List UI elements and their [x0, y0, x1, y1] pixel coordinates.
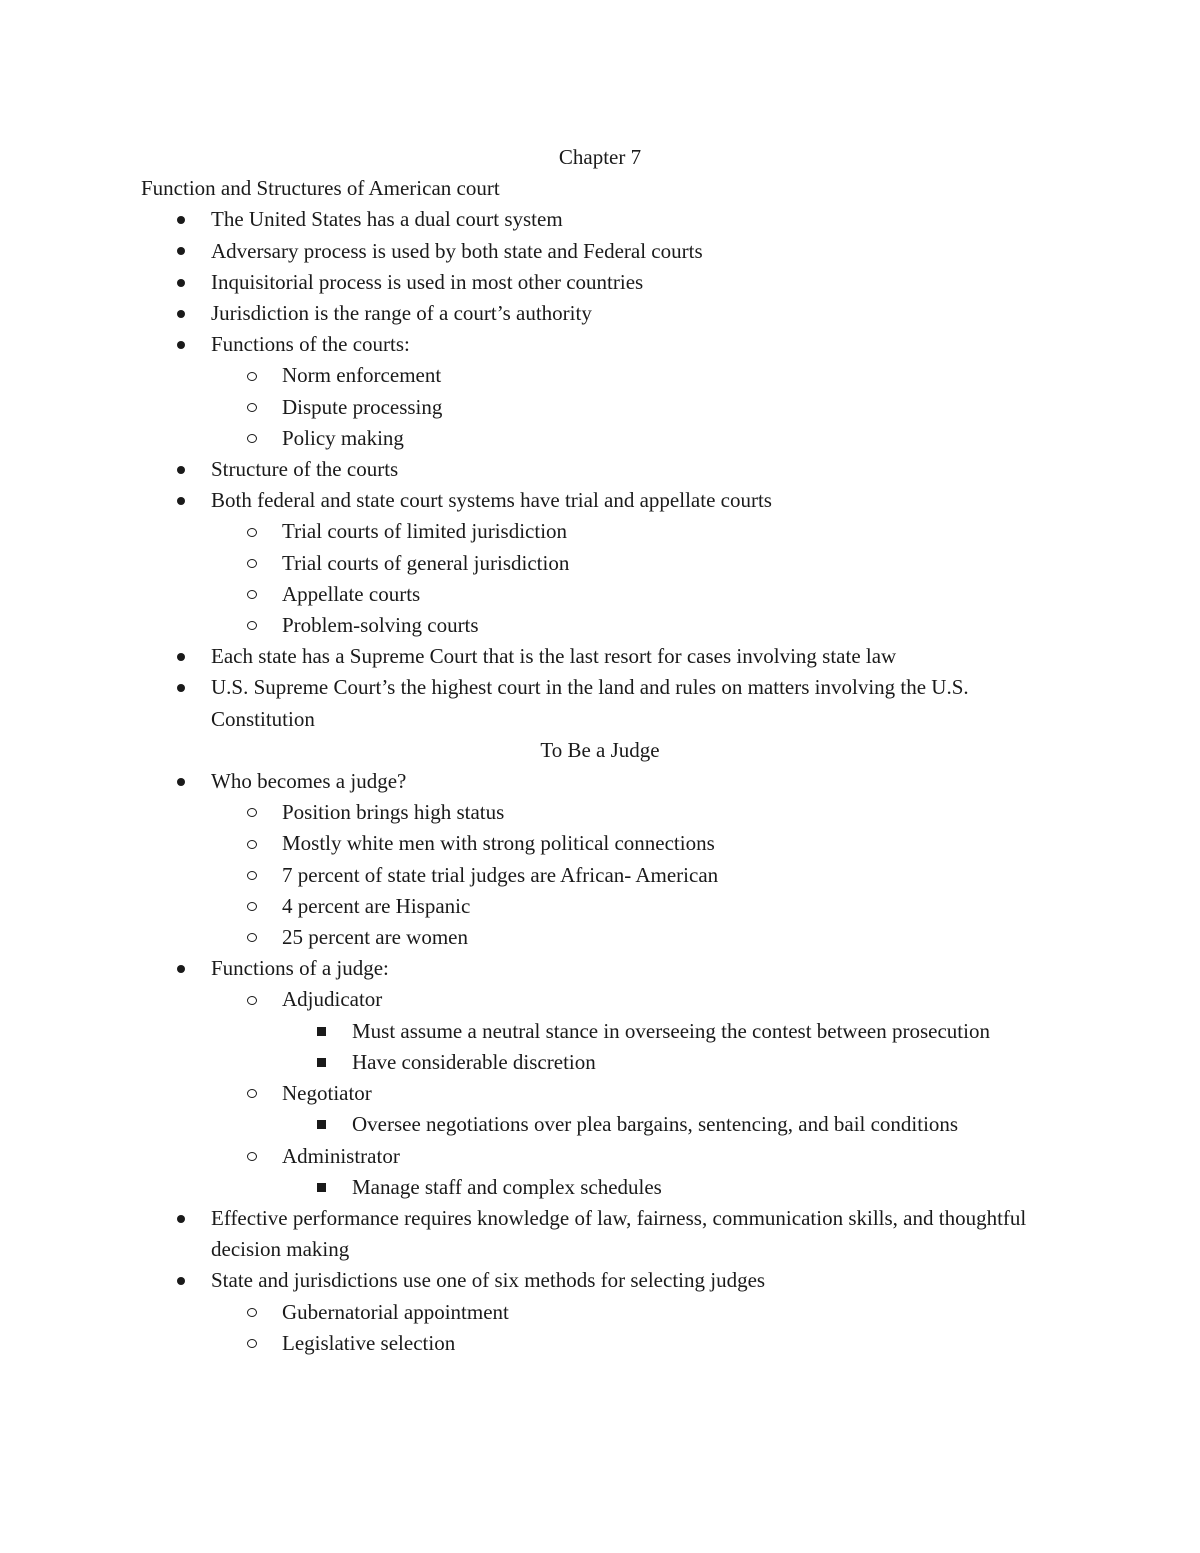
- list-item: [141, 548, 1061, 579]
- bullet-dot-icon: [177, 485, 185, 516]
- list-item: [141, 766, 1061, 797]
- bullet-dot-icon: [177, 766, 185, 797]
- bullet-circle-icon: [247, 579, 257, 610]
- chapter-title: Chapter 7: [558, 145, 642, 169]
- section-heading: Function and Structures of American court: [141, 176, 500, 201]
- list-item: [141, 1172, 1061, 1203]
- bullet-dot-icon: [177, 298, 185, 329]
- list-item: [141, 360, 1061, 391]
- bullet-circle-icon: [247, 1297, 257, 1328]
- list-item: [141, 891, 1061, 922]
- list-item-text: Position brings high status: [282, 800, 505, 825]
- list-item-text: Administrator: [282, 1143, 400, 1168]
- bullet-circle-icon: [247, 1141, 257, 1172]
- list-item: [141, 516, 1061, 547]
- list-item-text: Policy making: [282, 425, 404, 450]
- list-item: [141, 953, 1061, 984]
- list-item-text: Gubernatorial appointment: [282, 1299, 509, 1324]
- bullet-circle-icon: [247, 828, 257, 859]
- list-item-text: Negotiator: [282, 1081, 372, 1106]
- bullet-circle-icon: [247, 1328, 257, 1359]
- bullet-dot-icon: [177, 1265, 185, 1296]
- list-item: [141, 1047, 1061, 1078]
- section-title-judge: To Be a Judge: [540, 737, 660, 762]
- bullet-circle-icon: [247, 360, 257, 391]
- list-item: [141, 423, 1061, 454]
- list-item-text: Norm enforcement: [282, 363, 442, 388]
- bullet-circle-icon: [247, 860, 257, 891]
- list-item-text: Appellate courts: [282, 581, 421, 606]
- list-item: [141, 579, 1061, 610]
- list-item-text: Functions of a judge:: [211, 956, 389, 981]
- bullet-circle-icon: [247, 984, 257, 1015]
- bullet-circle-icon: [247, 922, 257, 953]
- list-item: [141, 1141, 1061, 1172]
- list-item-text: Oversee negotiations over plea bargains, sentencing, and bail conditions: [352, 1112, 959, 1137]
- list-item: [141, 298, 1061, 329]
- list-item: [141, 1016, 1061, 1047]
- list-item-text: Both federal and state court systems have trial and appellate courts: [211, 488, 772, 513]
- list-item-text: 4 percent are Hispanic: [282, 893, 471, 918]
- list-item-text: Adversary process is used by both state and Federal courts: [211, 238, 703, 263]
- list-item: [141, 236, 1061, 267]
- bullet-dot-icon: [177, 267, 185, 298]
- bullet-circle-icon: [247, 392, 257, 423]
- list-item: [141, 672, 1041, 734]
- list-item-text: Jurisdiction is the range of a court’s authority: [211, 301, 592, 326]
- bullet-circle-icon: [247, 1078, 257, 1109]
- list-item: [141, 1109, 1061, 1140]
- list-item: [141, 922, 1061, 953]
- bullet-circle-icon: [247, 516, 257, 547]
- list-item-text: Adjudicator: [282, 987, 383, 1012]
- list-item-text: Dispute processing: [282, 394, 443, 419]
- list-item-text: Inquisitorial process is used in most other countries: [211, 269, 644, 294]
- list-item: [141, 1078, 1061, 1109]
- list-item-text: 25 percent are women: [282, 925, 468, 950]
- list-item: [141, 1265, 1061, 1296]
- bullet-circle-icon: [247, 797, 257, 828]
- list-item-text: State and jurisdictions use one of six methods for selecting judges: [211, 1268, 766, 1293]
- list-item-text: Have considerable discretion: [352, 1049, 596, 1074]
- list-item-text: Trial courts of limited jurisdiction: [282, 519, 568, 544]
- list-item: [141, 641, 1041, 672]
- list-item: [141, 267, 1061, 298]
- bullet-circle-icon: [247, 423, 257, 454]
- list-item-text: Mostly white men with strong political connections: [282, 831, 715, 856]
- bullet-dot-icon: [177, 204, 185, 235]
- list-item-text: Problem-solving courts: [282, 613, 479, 638]
- bullet-circle-icon: [247, 610, 257, 641]
- bullet-dot-icon: [177, 641, 185, 672]
- list-item-text: Must assume a neutral stance in overseeing the contest between prosecution: [352, 1018, 990, 1043]
- list-item: [141, 1328, 1061, 1359]
- list-item: [141, 797, 1061, 828]
- bullet-square-icon: [317, 1016, 326, 1047]
- list-item-text: Each state has a Supreme Court that is the last resort for cases involving state law: [211, 644, 897, 669]
- list-item-text: Manage staff and complex schedules: [352, 1174, 662, 1199]
- bullet-dot-icon: [177, 236, 185, 267]
- list-item-text: Legislative selection: [282, 1330, 456, 1355]
- bullet-square-icon: [317, 1047, 326, 1078]
- list-item: [141, 984, 1061, 1015]
- list-item: [141, 828, 1061, 859]
- bullet-dot-icon: [177, 329, 185, 360]
- bullet-square-icon: [317, 1172, 326, 1203]
- bullet-list-judge: [141, 766, 1061, 1359]
- list-item-text: Functions of the courts:: [211, 332, 410, 357]
- list-item-text: 7 percent of state trial judges are African- American: [282, 862, 719, 887]
- list-item: [141, 1297, 1061, 1328]
- list-item: [141, 485, 1061, 516]
- bullet-dot-icon: [177, 953, 185, 984]
- list-item: [141, 860, 1061, 891]
- list-item: [141, 454, 1061, 485]
- list-item: [141, 204, 1061, 235]
- bullet-circle-icon: [247, 548, 257, 579]
- list-item-text: Trial courts of general jurisdiction: [282, 550, 570, 575]
- list-item-text: Structure of the courts: [211, 457, 399, 482]
- bullet-circle-icon: [247, 891, 257, 922]
- document-content: [141, 142, 1061, 1359]
- bullet-dot-icon: [177, 454, 185, 485]
- list-item: [141, 1203, 1041, 1265]
- bullet-square-icon: [317, 1109, 326, 1140]
- bullet-dot-icon: [177, 672, 185, 703]
- list-item-text: The United States has a dual court system: [211, 207, 563, 232]
- list-item: [141, 329, 1061, 360]
- bullet-dot-icon: [177, 1203, 185, 1234]
- list-item: [141, 610, 1061, 641]
- list-item: [141, 392, 1061, 423]
- list-item-text: Who becomes a judge?: [211, 769, 407, 794]
- list-item-text: Effective performance requires knowledge of law, fairness, communication skills, and thoughtful decision making: [211, 1205, 1027, 1262]
- bullet-list-courts: [141, 204, 1061, 734]
- list-item-text: U.S. Supreme Court’s the highest court in the land and rules on matters involving the U.S. Constitution: [211, 675, 969, 731]
